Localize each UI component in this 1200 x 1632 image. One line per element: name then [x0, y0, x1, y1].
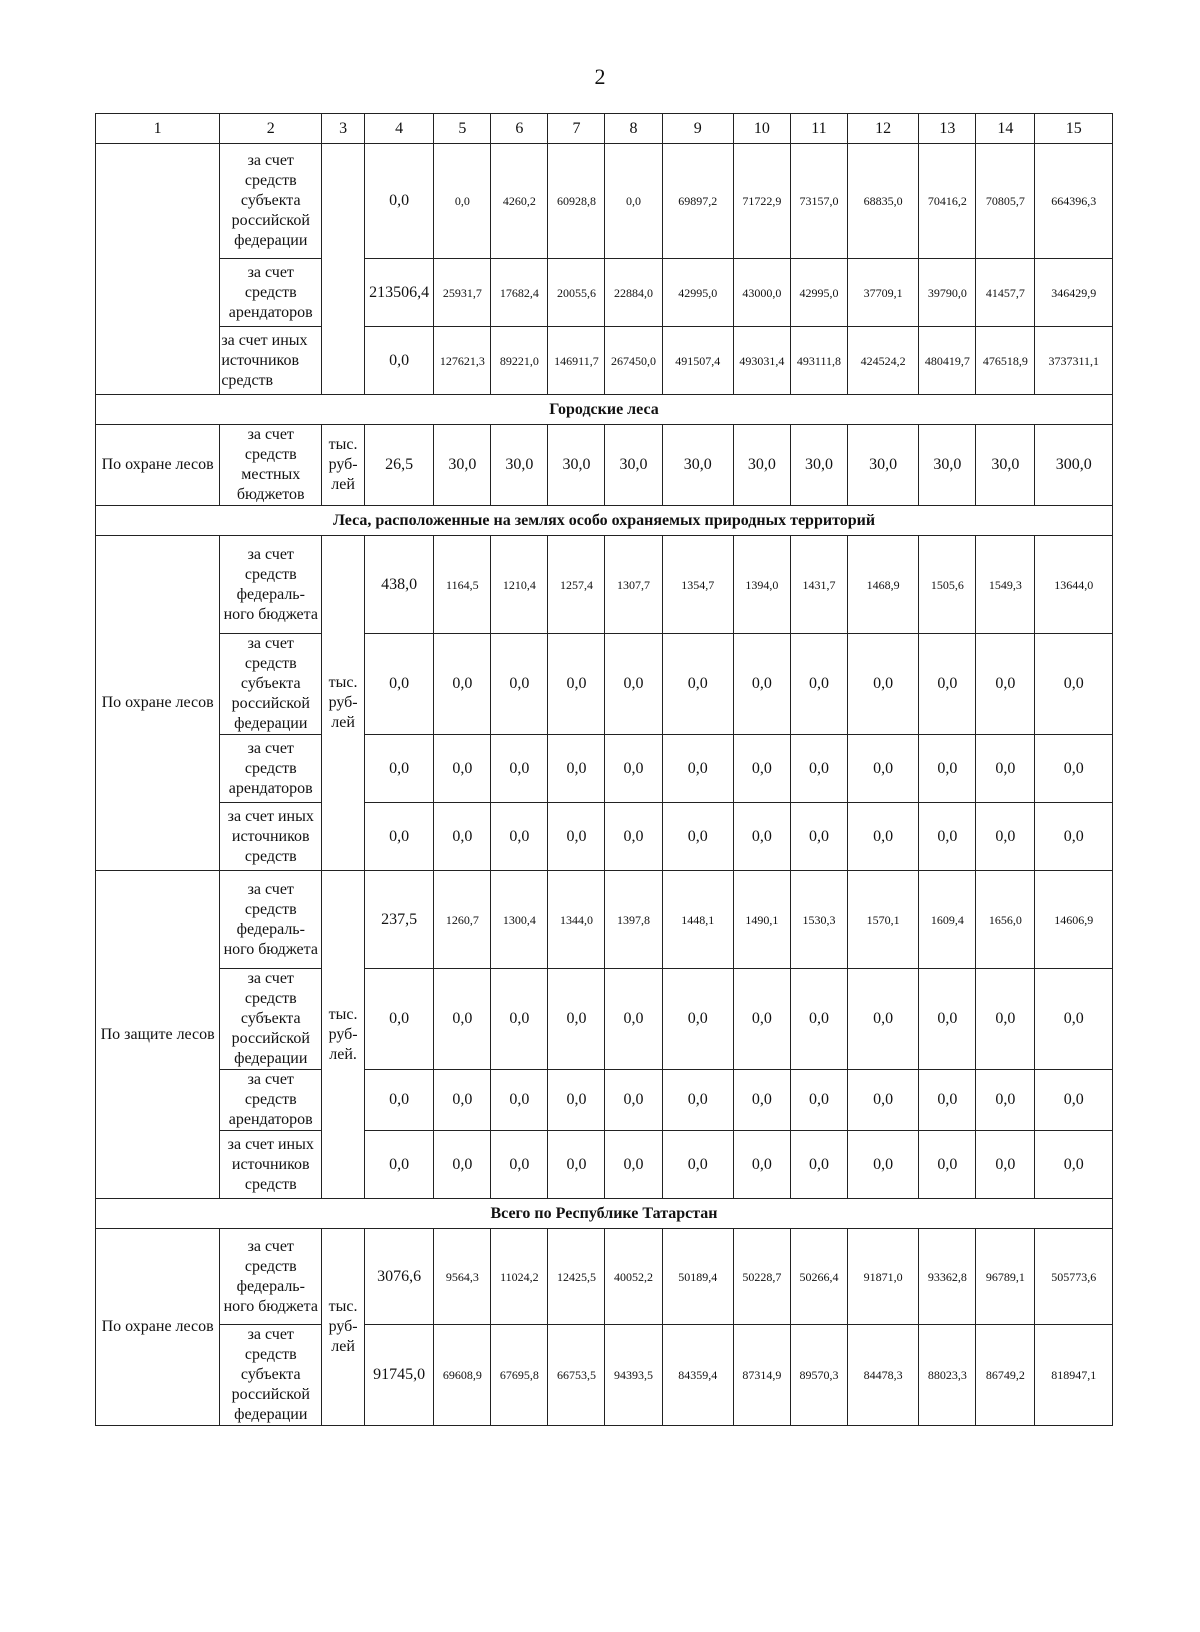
value-cell: 0,0 — [605, 1131, 662, 1199]
activity-label: По охране лесов — [96, 425, 220, 506]
value-cell: 0,0 — [847, 1131, 918, 1199]
value-cell: 0,0 — [434, 803, 491, 871]
value-cell: 0,0 — [790, 1070, 847, 1131]
value-cell: 30,0 — [434, 425, 491, 506]
value-cell: 1505,6 — [919, 536, 976, 634]
column-number-header: 5 — [434, 114, 491, 144]
value-cell: 491507,4 — [662, 327, 733, 395]
value-cell: 84478,3 — [847, 1325, 918, 1426]
value-cell: 0,0 — [434, 1070, 491, 1131]
value-cell: 13644,0 — [1035, 536, 1113, 634]
value-cell: 0,0 — [733, 1131, 790, 1199]
value-cell: 0,0 — [847, 969, 918, 1070]
value-cell: 30,0 — [548, 425, 605, 506]
value-cell: 0,0 — [434, 1131, 491, 1199]
value-cell: 0,0 — [790, 969, 847, 1070]
value-cell: 91745,0 — [365, 1325, 434, 1426]
value-cell: 40052,2 — [605, 1229, 662, 1325]
value-cell: 346429,9 — [1035, 259, 1113, 327]
funding-source-label: за счет средств субъекта российской федерации — [220, 969, 322, 1070]
value-cell: 30,0 — [790, 425, 847, 506]
table-row — [96, 259, 1113, 327]
value-cell: 0,0 — [491, 634, 548, 735]
table-row — [96, 1070, 1113, 1131]
value-cell: 26,5 — [365, 425, 434, 506]
value-cell: 30,0 — [976, 425, 1035, 506]
value-cell: 0,0 — [919, 735, 976, 803]
table-row — [96, 1131, 1113, 1199]
value-cell: 424524,2 — [847, 327, 918, 395]
value-cell: 0,0 — [790, 1131, 847, 1199]
value-cell: 84359,4 — [662, 1325, 733, 1426]
value-cell: 30,0 — [605, 425, 662, 506]
value-cell: 71722,9 — [733, 144, 790, 259]
value-cell: 1164,5 — [434, 536, 491, 634]
value-cell: 0,0 — [605, 634, 662, 735]
value-cell: 0,0 — [976, 1131, 1035, 1199]
funding-source-label: за счет иных источников средств — [220, 327, 322, 395]
value-cell: 0,0 — [976, 735, 1035, 803]
value-cell: 9564,3 — [434, 1229, 491, 1325]
value-cell: 1354,7 — [662, 536, 733, 634]
column-number-header: 11 — [790, 114, 847, 144]
section-title-total-tatarstan: Всего по Республике Татарстан — [96, 1199, 1113, 1229]
value-cell: 37709,1 — [847, 259, 918, 327]
value-cell: 22884,0 — [605, 259, 662, 327]
value-cell: 50266,4 — [790, 1229, 847, 1325]
value-cell: 88023,3 — [919, 1325, 976, 1426]
value-cell: 476518,9 — [976, 327, 1035, 395]
value-cell: 480419,7 — [919, 327, 976, 395]
value-cell: 11024,2 — [491, 1229, 548, 1325]
value-cell: 1257,4 — [548, 536, 605, 634]
value-cell: 87314,9 — [733, 1325, 790, 1426]
value-cell: 0,0 — [919, 803, 976, 871]
funding-source-label: за счет средств арендаторов — [220, 259, 322, 327]
value-cell: 17682,4 — [491, 259, 548, 327]
value-cell: 0,0 — [919, 969, 976, 1070]
value-cell: 94393,5 — [605, 1325, 662, 1426]
value-cell: 0,0 — [491, 1070, 548, 1131]
value-cell: 68835,0 — [847, 144, 918, 259]
column-number-header: 4 — [365, 114, 434, 144]
value-cell: 300,0 — [1035, 425, 1113, 506]
value-cell: 0,0 — [790, 634, 847, 735]
activity-cell — [96, 144, 220, 395]
value-cell: 0,0 — [790, 803, 847, 871]
activity-label: По охране лесов — [96, 536, 220, 871]
value-cell: 12425,5 — [548, 1229, 605, 1325]
value-cell: 0,0 — [1035, 969, 1113, 1070]
value-cell: 30,0 — [491, 425, 548, 506]
value-cell: 93362,8 — [919, 1229, 976, 1325]
value-cell: 1530,3 — [790, 871, 847, 969]
value-cell: 0,0 — [662, 1070, 733, 1131]
value-cell: 67695,8 — [491, 1325, 548, 1426]
funding-source-label: за счет средств арендаторов — [220, 1070, 322, 1131]
column-number-header: 1 — [96, 114, 220, 144]
value-cell: 237,5 — [365, 871, 434, 969]
activity-label: По охране лесов — [96, 1229, 220, 1426]
value-cell: 0,0 — [662, 1131, 733, 1199]
value-cell: 0,0 — [548, 1070, 605, 1131]
value-cell: 0,0 — [1035, 1070, 1113, 1131]
value-cell: 213506,4 — [365, 259, 434, 327]
unit-label: тыс. руб-лей — [322, 1229, 365, 1426]
value-cell: 0,0 — [976, 803, 1035, 871]
value-cell: 505773,6 — [1035, 1229, 1113, 1325]
value-cell: 69608,9 — [434, 1325, 491, 1426]
value-cell: 91871,0 — [847, 1229, 918, 1325]
value-cell: 0,0 — [662, 803, 733, 871]
value-cell: 50228,7 — [733, 1229, 790, 1325]
value-cell: 0,0 — [1035, 735, 1113, 803]
value-cell: 0,0 — [365, 803, 434, 871]
forest-finance-table — [95, 113, 1113, 1426]
funding-source-label: за счет иных источников средств — [220, 803, 322, 871]
funding-source-label: за счет средств субъекта российской федерации — [220, 634, 322, 735]
value-cell: 0,0 — [434, 735, 491, 803]
funding-source-label: за счет средств местных бюджетов — [220, 425, 322, 506]
unit-label: тыс. руб-лей — [322, 536, 365, 871]
value-cell: 0,0 — [662, 634, 733, 735]
table-row — [96, 425, 1113, 506]
table-row — [96, 634, 1113, 735]
value-cell: 493111,8 — [790, 327, 847, 395]
value-cell: 0,0 — [1035, 634, 1113, 735]
funding-source-label: за счет средств субъекта российской федерации — [220, 1325, 322, 1426]
table-row — [96, 803, 1113, 871]
value-cell: 20055,6 — [548, 259, 605, 327]
funding-source-label: за счет средств арендаторов — [220, 735, 322, 803]
funding-source-label: за счет средств субъекта российской федерации — [220, 144, 322, 259]
value-cell: 0,0 — [976, 634, 1035, 735]
value-cell: 0,0 — [847, 735, 918, 803]
column-number-header: 14 — [976, 114, 1035, 144]
column-number-header: 3 — [322, 114, 365, 144]
value-cell: 1570,1 — [847, 871, 918, 969]
table-row — [96, 871, 1113, 969]
funding-source-label: за счет средств федераль-ного бюджета — [220, 1229, 322, 1325]
value-cell: 30,0 — [847, 425, 918, 506]
value-cell: 0,0 — [662, 735, 733, 803]
value-cell: 0,0 — [847, 634, 918, 735]
value-cell: 0,0 — [605, 969, 662, 1070]
value-cell: 50189,4 — [662, 1229, 733, 1325]
value-cell: 0,0 — [365, 327, 434, 395]
table-row — [96, 1199, 1113, 1229]
value-cell: 438,0 — [365, 536, 434, 634]
value-cell: 0,0 — [976, 1070, 1035, 1131]
value-cell: 0,0 — [548, 735, 605, 803]
value-cell: 664396,3 — [1035, 144, 1113, 259]
value-cell: 0,0 — [847, 803, 918, 871]
value-cell: 39790,0 — [919, 259, 976, 327]
value-cell: 0,0 — [605, 735, 662, 803]
table-row — [96, 969, 1113, 1070]
value-cell: 89221,0 — [491, 327, 548, 395]
value-cell: 267450,0 — [605, 327, 662, 395]
value-cell: 1397,8 — [605, 871, 662, 969]
value-cell: 0,0 — [847, 1070, 918, 1131]
value-cell: 0,0 — [733, 969, 790, 1070]
value-cell: 0,0 — [491, 969, 548, 1070]
activity-label: По защите лесов — [96, 871, 220, 1199]
value-cell: 1448,1 — [662, 871, 733, 969]
value-cell: 0,0 — [662, 969, 733, 1070]
value-cell: 1468,9 — [847, 536, 918, 634]
value-cell: 0,0 — [976, 969, 1035, 1070]
table-row — [96, 506, 1113, 536]
value-cell: 0,0 — [434, 969, 491, 1070]
value-cell: 73157,0 — [790, 144, 847, 259]
unit-label: тыс. руб-лей — [322, 425, 365, 506]
column-number-header: 6 — [491, 114, 548, 144]
value-cell: 0,0 — [365, 634, 434, 735]
value-cell: 1210,4 — [491, 536, 548, 634]
table-row — [96, 1325, 1113, 1426]
section-title-city-forests: Городские леса — [96, 395, 1113, 425]
value-cell: 0,0 — [548, 1131, 605, 1199]
value-cell: 0,0 — [605, 803, 662, 871]
value-cell: 1609,4 — [919, 871, 976, 969]
funding-source-label: за счет средств федераль-ного бюджета — [220, 871, 322, 969]
value-cell: 0,0 — [365, 969, 434, 1070]
value-cell: 0,0 — [605, 144, 662, 259]
table-row — [96, 395, 1113, 425]
value-cell: 14606,9 — [1035, 871, 1113, 969]
value-cell: 0,0 — [365, 144, 434, 259]
value-cell: 0,0 — [919, 634, 976, 735]
value-cell: 0,0 — [733, 803, 790, 871]
value-cell: 0,0 — [919, 1131, 976, 1199]
value-cell: 42995,0 — [790, 259, 847, 327]
value-cell: 66753,5 — [548, 1325, 605, 1426]
value-cell: 0,0 — [365, 1131, 434, 1199]
value-cell: 25931,7 — [434, 259, 491, 327]
value-cell: 1300,4 — [491, 871, 548, 969]
column-number-header: 2 — [220, 114, 322, 144]
value-cell: 0,0 — [491, 803, 548, 871]
column-number-header: 15 — [1035, 114, 1113, 144]
value-cell: 1394,0 — [733, 536, 790, 634]
value-cell: 0,0 — [548, 803, 605, 871]
value-cell: 30,0 — [733, 425, 790, 506]
value-cell: 1656,0 — [976, 871, 1035, 969]
value-cell: 4260,2 — [491, 144, 548, 259]
value-cell: 42995,0 — [662, 259, 733, 327]
value-cell: 0,0 — [733, 1070, 790, 1131]
value-cell: 0,0 — [434, 144, 491, 259]
value-cell: 0,0 — [365, 1070, 434, 1131]
table-row — [96, 144, 1113, 259]
value-cell: 86749,2 — [976, 1325, 1035, 1426]
value-cell: 146911,7 — [548, 327, 605, 395]
value-cell: 0,0 — [548, 634, 605, 735]
table-row — [96, 114, 1113, 144]
column-number-header: 12 — [847, 114, 918, 144]
value-cell: 0,0 — [491, 1131, 548, 1199]
value-cell: 30,0 — [919, 425, 976, 506]
value-cell: 0,0 — [548, 969, 605, 1070]
value-cell: 0,0 — [434, 634, 491, 735]
column-number-header: 13 — [919, 114, 976, 144]
value-cell: 1344,0 — [548, 871, 605, 969]
unit-label: тыс. руб-лей. — [322, 871, 365, 1199]
column-number-header: 8 — [605, 114, 662, 144]
value-cell: 89570,3 — [790, 1325, 847, 1426]
value-cell: 1260,7 — [434, 871, 491, 969]
table-row — [96, 327, 1113, 395]
value-cell: 493031,4 — [733, 327, 790, 395]
value-cell: 0,0 — [605, 1070, 662, 1131]
column-number-header: 9 — [662, 114, 733, 144]
funding-source-label: за счет иных источников средств — [220, 1131, 322, 1199]
section-title-protected-areas: Леса, расположенные на землях особо охраняемых природных территорий — [96, 506, 1113, 536]
value-cell: 69897,2 — [662, 144, 733, 259]
value-cell: 43000,0 — [733, 259, 790, 327]
unit-cell — [322, 144, 365, 395]
table-row — [96, 735, 1113, 803]
value-cell: 1431,7 — [790, 536, 847, 634]
table-row — [96, 536, 1113, 634]
value-cell: 818947,1 — [1035, 1325, 1113, 1426]
value-cell: 30,0 — [662, 425, 733, 506]
value-cell: 0,0 — [1035, 803, 1113, 871]
value-cell: 41457,7 — [976, 259, 1035, 327]
value-cell: 1549,3 — [976, 536, 1035, 634]
value-cell: 0,0 — [919, 1070, 976, 1131]
value-cell: 0,0 — [733, 634, 790, 735]
value-cell: 0,0 — [790, 735, 847, 803]
funding-source-label: за счет средств федераль-ного бюджета — [220, 536, 322, 634]
page-number: 2 — [594, 64, 606, 89]
value-cell: 70416,2 — [919, 144, 976, 259]
value-cell: 3737311,1 — [1035, 327, 1113, 395]
value-cell: 0,0 — [733, 735, 790, 803]
column-number-header: 7 — [548, 114, 605, 144]
value-cell: 96789,1 — [976, 1229, 1035, 1325]
value-cell: 3076,6 — [365, 1229, 434, 1325]
value-cell: 60928,8 — [548, 144, 605, 259]
value-cell: 1490,1 — [733, 871, 790, 969]
value-cell: 0,0 — [365, 735, 434, 803]
value-cell: 127621,3 — [434, 327, 491, 395]
value-cell: 70805,7 — [976, 144, 1035, 259]
value-cell: 0,0 — [491, 735, 548, 803]
column-number-header: 10 — [733, 114, 790, 144]
value-cell: 0,0 — [1035, 1131, 1113, 1199]
value-cell: 1307,7 — [605, 536, 662, 634]
table-row — [96, 1229, 1113, 1325]
